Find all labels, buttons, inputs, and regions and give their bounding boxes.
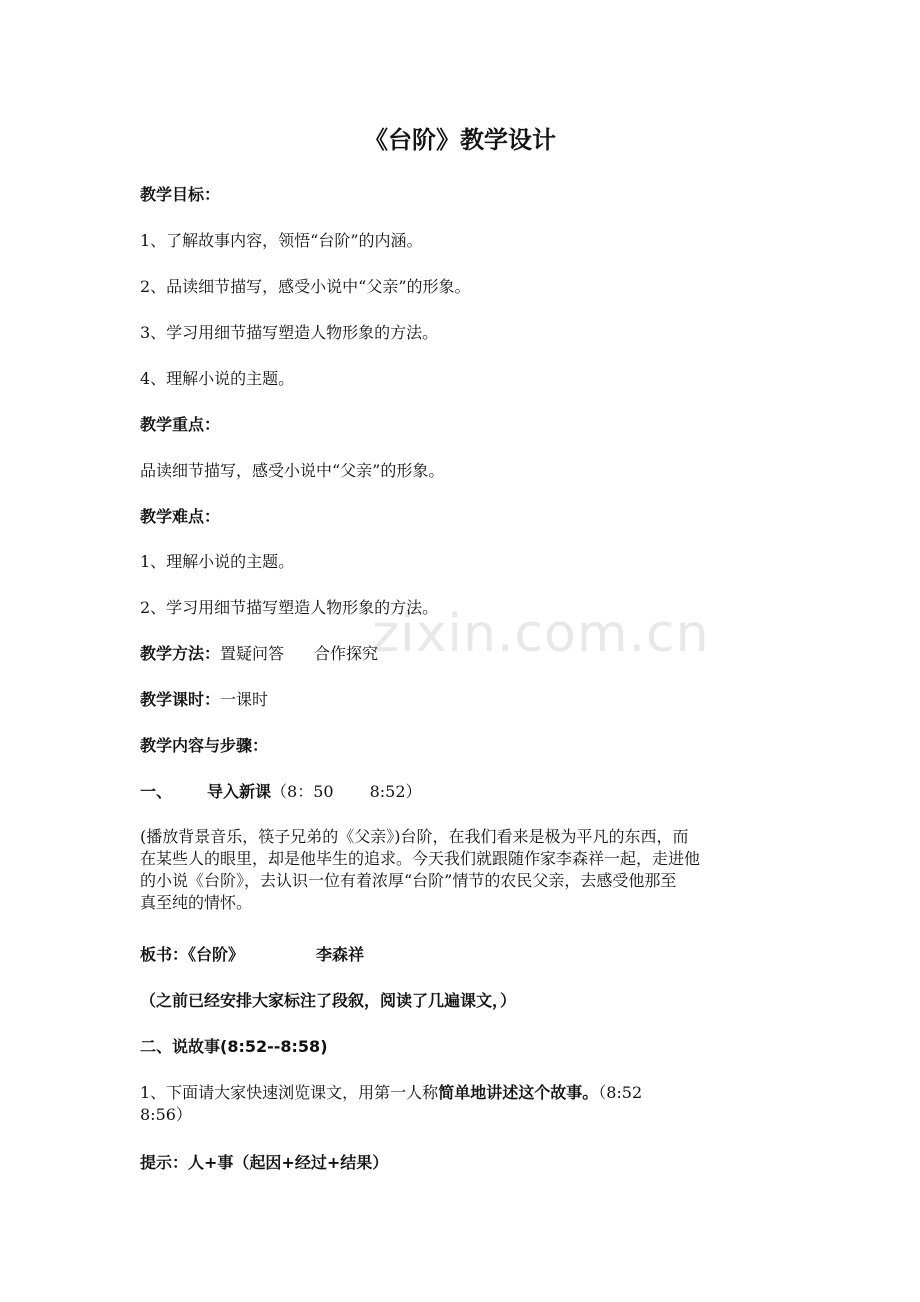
paragraph-line: 在某些人的眼里，却是他毕生的追求。今天我们就跟随作家李森祥一起，走进他 [140,849,701,868]
content-heading: 教学内容与步骤： [140,736,269,755]
section1-time-end: 8:52） [369,782,422,801]
hours-line [140,689,268,711]
hours-label: 教学课时： [140,690,221,709]
objective-item: 1、了解故事内容，领悟“台阶”的内涵。 [140,231,423,250]
section2-item [140,1082,785,1126]
key-point-heading: 教学重点： [140,415,221,434]
section1-title: 导入新课 [207,782,272,801]
item1-text: 1、下面请大家快速浏览课文，用第一人称 [140,1083,439,1102]
method-value-2: 合作探究 [314,644,379,663]
difficulty-item: 1、理解小说的主题。 [140,552,295,571]
hours-value: 一课时 [220,690,269,709]
board-author: 李森祥 [316,945,365,964]
section1-time-start: （8：50 [271,782,334,801]
document-title: 《台阶》教学设计 [364,126,556,154]
objective-item: 4、理解小说的主题。 [140,369,295,388]
difficulty-item: 2、学习用细节描写塑造人物形象的方法。 [140,598,439,617]
paragraph-line: (播放背景音乐，筷子兄弟的《父亲》)台阶，在我们看来是极为平凡的东西，而 [140,827,689,846]
objective-item: 3、学习用细节描写塑造人物形象的方法。 [140,323,439,342]
hint-line: 提示：人+事（起因+经过+结果） [140,1153,389,1172]
item-line [140,1082,785,1104]
section1-heading [140,781,422,803]
item1-bold-text: 简单地讲述这个故事。 [438,1083,599,1102]
section1-note: （之前已经安排大家标注了段叙，阅读了几遍课文，） [140,991,517,1010]
item1-time-end: 8:56） [140,1105,192,1124]
section1-number: 一、 [140,782,173,801]
method-label: 教学方法： [140,644,221,663]
objectives-heading: 教学目标： [140,185,221,204]
method-value-1: 置疑问答 [220,644,285,663]
objective-item: 2、品读细节描写，感受小说中“父亲”的形象。 [140,277,471,296]
watermark: zixin.com.cn [372,604,710,664]
item1-time-start: （8:52 [598,1083,643,1102]
section1-paragraph [140,826,785,914]
section2-heading: 二、说故事(8:52--8:58) [140,1037,328,1056]
paragraph-line: 真至纯的情怀。 [140,893,253,912]
method-line [140,643,378,665]
board-label: 板书：《台阶》 [140,945,245,964]
difficulty-heading: 教学难点： [140,507,221,526]
paragraph-line: 的小说《台阶》，去认识一位有着浓厚“台阶”情节的农民父亲，去感受他那至 [140,871,677,890]
board-line [140,944,364,966]
key-point-text: 品读细节描写，感受小说中“父亲”的形象。 [140,461,445,480]
